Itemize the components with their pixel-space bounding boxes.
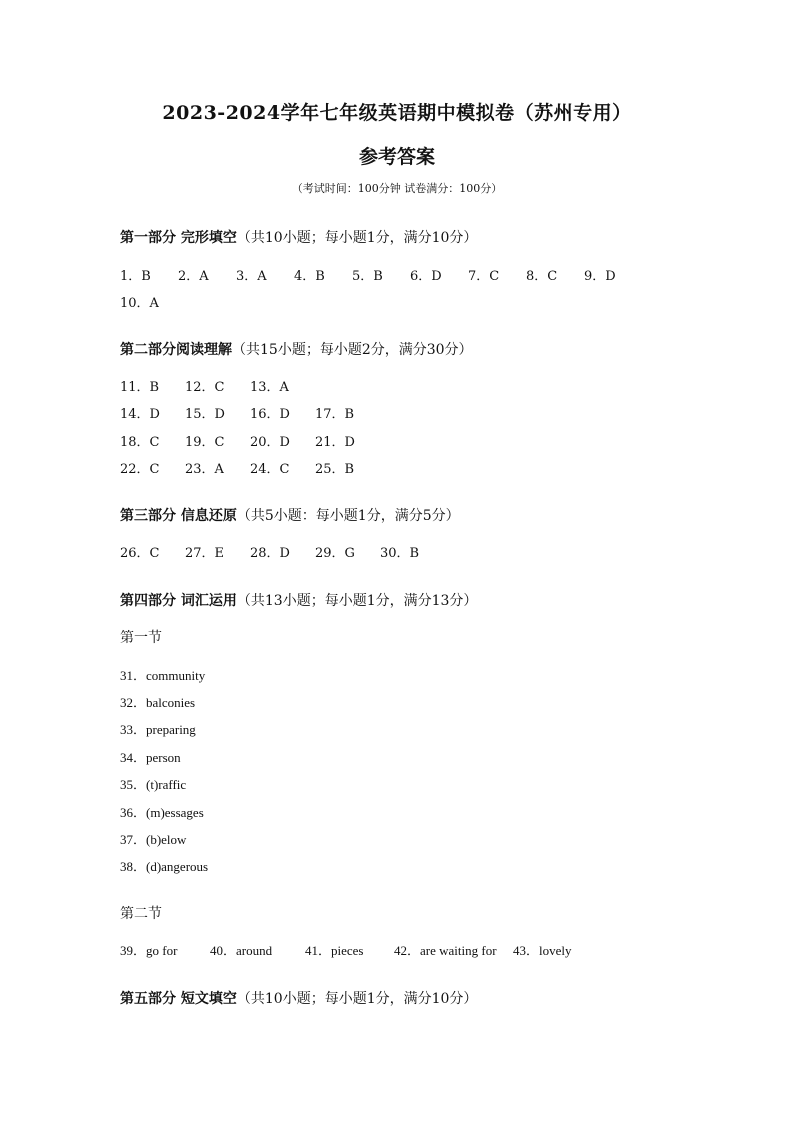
vocab-answer: 38．(d)angerous <box>120 859 209 874</box>
vocab-answer: 31．community <box>120 668 206 683</box>
exam-info: （考试时间：100分钟 试卷满分：100分） <box>291 182 503 195</box>
part4-note: （共13小题；每小题1分，满分13分） <box>236 593 478 609</box>
answer-item: 3．A <box>236 269 267 284</box>
vocab-answer: 33．preparing <box>120 722 196 737</box>
answer-item: 8．C <box>526 269 558 284</box>
part1-answers-row1 <box>120 265 642 284</box>
answer-item: 5．B <box>352 269 383 284</box>
part2-heading <box>120 339 473 359</box>
answer-item: 24．C <box>250 462 290 477</box>
part2-title: 第二部分阅读理解 <box>120 342 232 358</box>
part3-title: 第三部分 信息还原 <box>120 508 237 524</box>
answer-item: 16．D <box>250 407 290 422</box>
part5-note: （共10小题；每小题1分，满分10分） <box>236 991 478 1007</box>
part4-heading <box>120 590 477 610</box>
document-subtitle: 参考答案 <box>358 146 435 168</box>
part4-section1-label: 第一节 <box>120 630 162 646</box>
answer-item: 15．D <box>185 407 225 422</box>
part4-title: 第四部分 词汇运用 <box>120 593 237 609</box>
part3-answers <box>120 542 445 561</box>
part5-heading <box>120 988 477 1008</box>
answer-item: 14．D <box>120 407 160 422</box>
part4-section2-label: 第二节 <box>120 906 162 922</box>
answer-item: 40．around <box>210 943 273 958</box>
answer-item: 6．D <box>410 269 442 284</box>
answer-item: 12．C <box>185 380 225 395</box>
answer-item: 39．go for <box>120 943 178 958</box>
answer-item: 17．B <box>315 407 355 422</box>
vocab-answer: 32．balconies <box>120 695 196 710</box>
part1-note: （共10小题；每小题1分，满分10分） <box>236 230 478 246</box>
answer-item: 27．E <box>185 546 225 561</box>
answer-item: 4．B <box>294 269 325 284</box>
answer-item: 18．C <box>120 435 160 450</box>
part3-heading <box>120 505 460 525</box>
answer-item: 20．D <box>250 435 290 450</box>
answer-item: 41．pieces <box>305 943 364 958</box>
answer-item: 21．D <box>315 435 355 450</box>
answer-item: 19．C <box>185 435 225 450</box>
answer-item: 25．B <box>315 462 355 477</box>
part2-answers-row1 <box>120 376 315 395</box>
part2-answers-row2 <box>120 403 380 422</box>
answer-item: 13．A <box>250 380 289 395</box>
part2-answers-row4 <box>120 458 380 477</box>
part2-answers-row3 <box>120 431 380 450</box>
answer-item: 43．lovely <box>513 943 572 958</box>
part2-note: （共15小题；每小题2分，满分30分） <box>232 342 473 358</box>
vocab-answer: 36．(m)essages <box>120 805 204 820</box>
part5-title: 第五部分 短文填空 <box>120 991 237 1007</box>
answer-item: 42．are waiting for <box>394 943 497 958</box>
answer-item: 30．B <box>380 546 420 561</box>
answer-item: 1．B <box>120 269 151 284</box>
answer-item: 26．C <box>120 546 160 561</box>
answer-item: 23．A <box>185 462 224 477</box>
vocab-answer: 34．person <box>120 750 181 765</box>
answer-item: 22．C <box>120 462 160 477</box>
answer-item: 9．D <box>584 269 616 284</box>
answer-item: 28．D <box>250 546 290 561</box>
part1-answers-row2 <box>120 292 159 311</box>
answer-item: 29．G <box>315 546 355 561</box>
part3-note: （共5小题：每小题1分，满分5分） <box>236 508 460 524</box>
answer-item: 11．B <box>120 380 160 395</box>
vocab-answer: 37．(b)elow <box>120 832 187 847</box>
part1-title: 第一部分 完形填空 <box>120 230 237 246</box>
answer-item: 10．A <box>120 296 159 311</box>
answer-item: 7．C <box>468 269 500 284</box>
part4-section2-answers <box>120 940 572 959</box>
document-title: 2023-2024学年七年级英语期中模拟卷（苏州专用） <box>162 102 632 124</box>
part1-heading <box>120 227 477 247</box>
vocab-answer: 35．(t)raffic <box>120 777 187 792</box>
answer-item: 2．A <box>178 269 209 284</box>
